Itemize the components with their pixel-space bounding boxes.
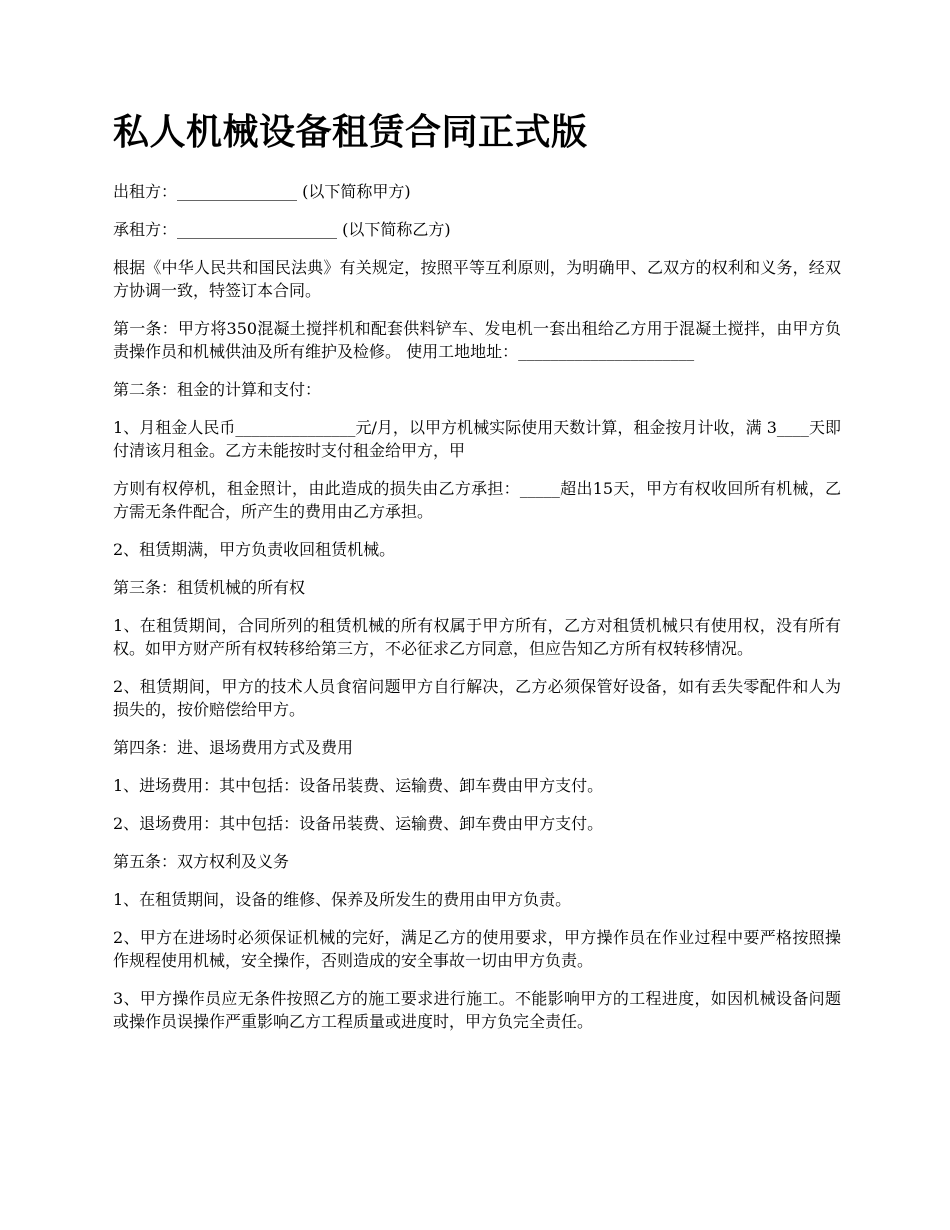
lessee-line: 承租方：____________________ (以下简称乙方) (113, 220, 451, 239)
contract-document (113, 108, 841, 1048)
article-3-heading: 第三条：租赁机械的所有权 (113, 578, 306, 597)
article-5-item-2: 2、甲方在进场时必须保证机械的完好，满足乙方的使用要求，甲方操作员在作业过程中要严格按照操作规程使用机械，安全操作，否则造成的安全事故一切由甲方负责。 (113, 928, 841, 970)
article-4-item-1: 1、进场费用：其中包括：设备吊装费、运输费、卸车费由甲方支付。 (113, 776, 604, 795)
lessor-line: 出租方：_______________ (以下简称甲方) (113, 182, 411, 201)
article-2-heading: 第二条：租金的计算和支付： (113, 380, 322, 399)
article-3-item-2: 2、租赁期间，甲方的技术人员食宿问题甲方自行解决，乙方必须保管好设备，如有丢失零配件和人为损失的，按价赔偿给甲方。 (113, 677, 841, 719)
preamble-paragraph: 根据《中华人民共和国民法典》有关规定，按照平等互利原则，为明确甲、乙双方的权利和义务，经双方协调一致，特签订本合同。 (113, 258, 841, 300)
article-1-paragraph: 第一条：甲方将350混凝土搅拌机和配套供料铲车、发电机一套出租给乙方用于混凝土搅拌，由甲方负责操作员和机械供油及所有维护及检修。 使用工地地址：______________________ (113, 319, 841, 361)
article-2-item-2: 2、租赁期满，甲方负责收回租赁机械。 (113, 540, 396, 559)
article-4-item-2: 2、退场费用：其中包括：设备吊装费、运输费、卸车费由甲方支付。 (113, 814, 604, 833)
article-5-heading: 第五条：双方权利及义务 (113, 852, 290, 871)
article-3-item-1: 1、在租赁期间，合同所列的租赁机械的所有权属于甲方所有，乙方对租赁机械只有使用权，没有所有权。如甲方财产所有权转移给第三方，不必征求乙方同意，但应告知乙方所有权转移情况。 (113, 616, 841, 658)
article-5-item-1: 1、在租赁期间，设备的维修、保养及所发生的费用由甲方负责。 (113, 890, 572, 909)
article-2-item-1: 1、月租金人民币_______________元/月，以甲方机械实际使用天数计算，租金按月计收，满 3____天即付清该月租金。乙方未能按时支付租金给甲方，甲 (113, 418, 841, 460)
article-2-item-1-continued: 方则有权停机，租金照计，由此造成的损失由乙方承担：_____超出15天，甲方有权收回所有机械，乙方需无条件配合，所产生的费用由乙方承担。 (113, 479, 841, 521)
article-5-item-3: 3、甲方操作员应无条件按照乙方的施工要求进行施工。不能影响甲方的工程进度，如因机械设备问题或操作员误操作严重影响乙方工程质量或进度时，甲方负完全责任。 (113, 989, 841, 1031)
article-4-heading: 第四条：进、退场费用方式及费用 (113, 738, 354, 757)
page-title: 私人机械设备租赁合同正式版 (113, 112, 588, 153)
